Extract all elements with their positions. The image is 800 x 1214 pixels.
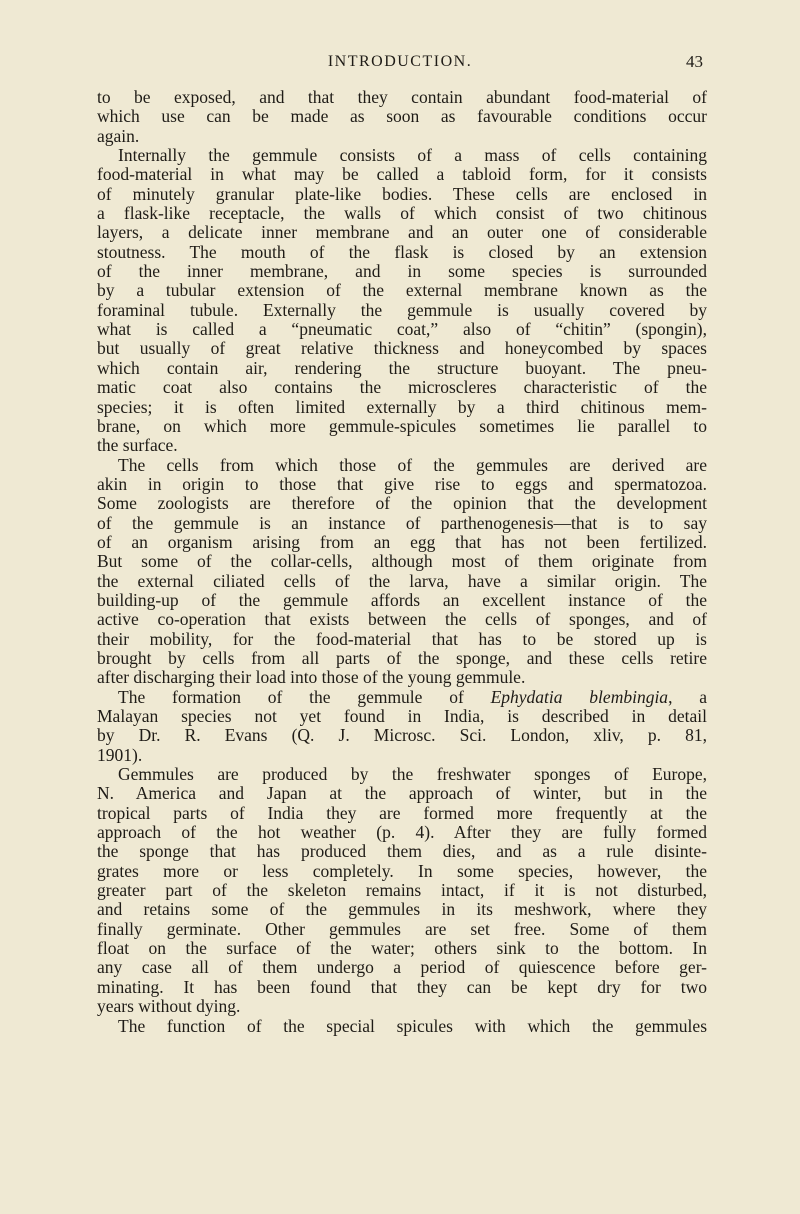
text-segment: Internally the gemmule consists of a mass of cells containing <box>118 145 707 166</box>
text-line <box>97 378 707 397</box>
text-line <box>97 359 707 378</box>
text-segment: species; it is often limited externally by a third chitinous mem- <box>97 396 707 417</box>
text-segment: but usually of great relative thickness and honeycombed by spaces <box>97 338 707 359</box>
text-segment: after discharging their load into those of the young gemmule. <box>97 667 526 688</box>
text-line <box>97 204 707 223</box>
text-line <box>97 262 707 281</box>
text-segment: the surface. <box>97 435 178 456</box>
text-line <box>97 552 707 571</box>
text-segment: brane, on which more gemmule-spicules sometimes lie parallel to <box>97 415 707 436</box>
text-segment: building-up of the gemmule affords an excellent instance of the <box>97 589 707 610</box>
text-segment: of minutely granular plate-like bodies. These cells are enclosed in <box>97 183 707 204</box>
text-segment: years without dying. <box>97 996 241 1017</box>
text-line <box>97 881 707 900</box>
text-segment: The formation of the gemmule of <box>118 686 491 707</box>
text-segment: of an organism arising from an egg that has not been fertilized. <box>97 531 707 552</box>
text-segment: a flask-like receptacle, the walls of which consist of two chitinous <box>97 203 707 224</box>
species-name: Ephydatia blembingia <box>490 686 669 707</box>
text-segment: by Dr. R. Evans (Q. J. Microsc. Sci. London, xliv, p. 81, <box>97 725 707 746</box>
text-line <box>97 900 707 919</box>
text-line <box>97 165 707 184</box>
text-segment: foraminal tubule. Externally the gemmule is usually covered by <box>97 299 707 320</box>
text-line <box>97 339 707 358</box>
text-segment: Gemmules are produced by the freshwater sponges of Europe, <box>118 764 707 785</box>
text-segment: grates more or less completely. In some species, however, the <box>97 860 707 881</box>
text-segment: matic coat also contains the microscleres characteristic of the <box>97 377 707 398</box>
text-line <box>97 804 707 823</box>
text-line <box>97 494 707 513</box>
text-line <box>97 320 707 339</box>
text-segment: brought by cells from all parts of the sponge, and these cells retire <box>97 647 707 668</box>
text-line <box>97 243 707 262</box>
text-line <box>97 417 707 436</box>
text-line <box>97 920 707 939</box>
text-line <box>97 107 707 126</box>
text-line <box>97 398 707 417</box>
text-line <box>97 862 707 881</box>
text-line <box>97 301 707 320</box>
text-line <box>97 436 707 455</box>
text-line <box>97 591 707 610</box>
text-line <box>97 707 707 726</box>
text-line <box>97 939 707 958</box>
text-segment: The cells from which those of the gemmules are derived are <box>118 454 707 475</box>
text-segment: float on the surface of the water; others sink to the bottom. In <box>97 938 707 959</box>
text-line <box>97 958 707 977</box>
text-segment: But some of the collar-cells, although most of them originate from <box>97 551 707 572</box>
text-line <box>97 1017 707 1036</box>
text-line <box>97 649 707 668</box>
text-segment: active co-operation that exists between the cells of sponges, and of <box>97 609 707 630</box>
text-segment: finally germinate. Other gemmules are set free. Some of them <box>97 918 707 939</box>
text-line <box>97 630 707 649</box>
text-segment: to be exposed, and that they contain abundant food-material of <box>97 87 707 107</box>
text-line <box>97 668 707 687</box>
text-segment: again. <box>97 125 140 146</box>
text-line <box>97 146 707 165</box>
text-segment: approach of the hot weather (p. 4). After they are fully formed <box>97 822 707 843</box>
text-segment: which use can be made as soon as favourable conditions occur <box>97 106 707 127</box>
body-text <box>97 88 707 1036</box>
text-line <box>97 533 707 552</box>
text-line <box>97 475 707 494</box>
page-number: 43 <box>686 52 703 71</box>
text-segment: which contain air, rendering the structure buoyant. The pneu- <box>97 357 707 378</box>
text-segment: the external ciliated cells of the larva, have a similar origin. The <box>97 570 707 591</box>
text-segment: of the gemmule is an instance of parthenogenesis—that is to say <box>97 512 707 533</box>
text-segment: N. America and Japan at the approach of winter, but in the <box>97 783 707 804</box>
text-segment: The function of the special spicules with which the gemmules <box>118 1015 707 1036</box>
text-segment: stoutness. The mouth of the flask is closed by an extension <box>97 241 707 262</box>
text-segment: minating. It has been found that they can be kept dry for two <box>97 976 707 997</box>
text-line <box>97 610 707 629</box>
text-segment: food-material in what may be called a tabloid form, for it consists <box>97 164 707 185</box>
running-title: INTRODUCTION. <box>327 53 473 70</box>
text-line <box>97 572 707 591</box>
text-line <box>97 978 707 997</box>
text-line <box>97 784 707 803</box>
text-segment: Malayan species not yet found in India, is described in detail <box>97 706 707 726</box>
text-segment: the sponge that has produced them dies, and as a rule disinte- <box>97 841 707 862</box>
text-segment: any case all of them undergo a period of quiescence before ger- <box>97 957 707 978</box>
text-line <box>97 88 707 107</box>
text-line <box>97 823 707 842</box>
text-segment: greater part of the skeleton remains intact, if it is not disturbed, <box>97 880 707 901</box>
text-segment: of the inner membrane, and in some species is surrounded <box>97 261 707 282</box>
text-line <box>97 726 707 745</box>
text-line <box>97 514 707 533</box>
text-line <box>97 765 707 784</box>
text-segment: akin in origin to those that give rise to eggs and spermatozoa. <box>97 473 707 494</box>
text-segment: layers, a delicate inner membrane and an outer one of considerable <box>97 222 707 243</box>
text-segment: by a tubular extension of the external membrane known as the <box>97 280 707 301</box>
text-line <box>97 456 707 475</box>
text-line <box>97 997 707 1016</box>
text-line <box>97 185 707 204</box>
text-segment: 1901). <box>97 744 143 765</box>
text-line <box>97 127 707 146</box>
text-line <box>97 281 707 300</box>
text-line <box>97 842 707 861</box>
text-segment: tropical parts of India they are formed more frequently at the <box>97 802 707 823</box>
text-line <box>97 223 707 242</box>
text-segment: what is called a “pneumatic coat,” also of “chitin” (spongin), <box>97 319 707 340</box>
text-line <box>97 746 707 765</box>
running-head <box>0 50 800 74</box>
text-segment: , a <box>668 686 707 707</box>
text-segment: their mobility, for the food-material that has to be stored up is <box>97 628 707 649</box>
text-line <box>97 688 707 707</box>
text-segment: Some zoologists are therefore of the opinion that the development <box>97 493 707 514</box>
text-segment: and retains some of the gemmules in its meshwork, where they <box>97 899 707 920</box>
